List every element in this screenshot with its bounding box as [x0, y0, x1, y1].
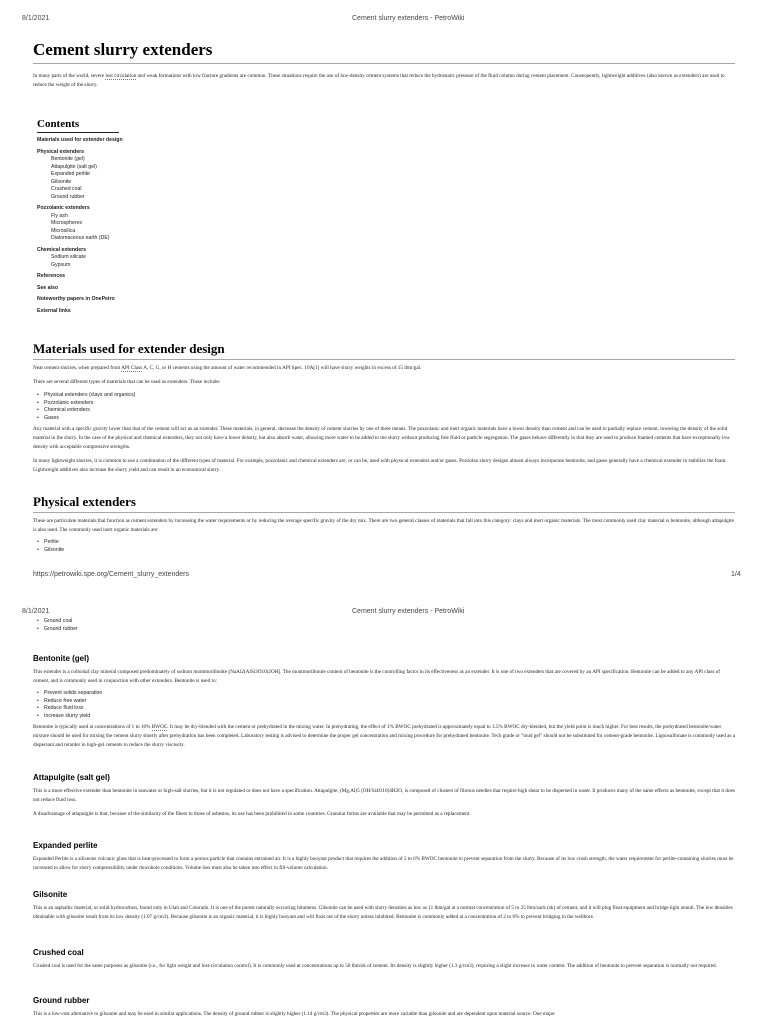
- section-bentonite: [33, 654, 735, 750]
- toc-group: [37, 285, 739, 293]
- inert-organic-list-cont: [33, 618, 735, 633]
- perlite-p1: Expanded Perlite is a siliceous volcanic glass that is heat-processed to form a porous particle that contains entrained air. It is a highly buoyant product that requires the addition of 2 to 6% BWOC bentonite to prevent separation from the slurry. Because of its low crush strength, the water requirement for perlite-containing slurries must be increased to allow for slurry compressibility under downhole conditions. Volume loss must also be taken into effect in fill-volume calculation.: [33, 856, 734, 871]
- list-continuation: [33, 618, 735, 633]
- attapulgite-p1: This is a more effective extender than bentonite in seawater or high-salt slurries, but it is not regulated or does not have a specification. Attapulgite, (Mg,Al)5 (OH/Si4O10)4H2O, is composed of clusters of fibrous needles that require high shear to be dispersed in water. It produces many of the same effects as bentonite, except that it does not reduce fluid loss.: [33, 788, 735, 803]
- toc-sublink[interactable]: Ground rubber: [51, 193, 85, 200]
- page-title: Cement slurry extenders: [33, 40, 735, 64]
- toc-sublink[interactable]: Sodium silicate: [51, 254, 86, 260]
- list-item: • Gases: [33, 415, 735, 423]
- toc-link[interactable]: References: [37, 273, 65, 279]
- toc-group: [37, 205, 739, 243]
- print-date: 8/1/2021: [22, 15, 50, 22]
- lost-circulation-link[interactable]: lost circulation: [105, 73, 137, 79]
- section-gilsonite: [33, 890, 735, 922]
- toc-group: [37, 308, 739, 316]
- materials-heading: Materials used for extender design: [33, 341, 735, 360]
- toc-link[interactable]: Materials used for extender design: [37, 137, 123, 143]
- footer-page-number: 1/4: [731, 571, 741, 578]
- intro-paragraph: In many parts of the world, severe lost circulation and weak formations with low fracture gradients are common. These situations require the use of low-density cement systems that reduce the hydrostatic pressure of the fluid column during cement placement. Consequently, lightweight additives (also known as extenders) are used to reduce the weight of the slurry.: [33, 73, 725, 88]
- list-item: • Perlite: [33, 539, 735, 547]
- bentonite-heading: Bentonite (gel): [33, 654, 89, 663]
- toc-sublink[interactable]: Diatomaceous earth (DE): [51, 235, 110, 241]
- list-item: • Increase slurry yield: [33, 713, 735, 721]
- print-title-2: Cement slurry extenders - PetroWiki: [352, 608, 465, 615]
- bentonite-p1: This extender is a colloidal clay mineral composed predominately of sodium montmorillonite [NaAl2(AlSi3O10)2OH]. The montmorillonite content of bentonite is the controlling factor in its effectiveness as an extender. It is one of two extenders that are covered by an API specification. Bentonite can be added to any API class of cement, and is commonly used in conjunction with other extenders. Bentonite is used to:: [33, 669, 720, 684]
- toc-list: [37, 137, 739, 315]
- api-class-link[interactable]: API Class: [121, 365, 143, 371]
- toc-sublink[interactable]: Fly ash: [51, 212, 68, 219]
- toc-sublink[interactable]: Gypsum: [51, 261, 71, 268]
- crushed-coal-heading: Crushed coal: [33, 948, 84, 957]
- physical-p1: These are particulate materials that function as cement extenders by increasing the water requirements or by reducing the average specific gravity of the dry mix. There are two general classes of materials that fall into this category: clays and inert organic materials. The most commonly used clay material is bentonite, although attapulgite is also used. The commonly used inert organic materials are:: [33, 518, 734, 533]
- toc-link[interactable]: External links: [37, 307, 71, 314]
- list-item: • Ground rubber: [33, 626, 735, 634]
- physical-list: [33, 539, 735, 554]
- toc-sublink[interactable]: Microsilica: [51, 227, 76, 234]
- toc-sublink[interactable]: Expanded perlite: [51, 171, 90, 177]
- list-item: • Ground coal: [33, 618, 735, 626]
- list-item: • Pozzolanic extenders: [33, 400, 735, 408]
- table-of-contents: [37, 114, 739, 319]
- toc-link[interactable]: Chemical extenders: [37, 246, 87, 253]
- toc-group: [37, 149, 739, 202]
- section-ground-rubber: [33, 996, 735, 1019]
- toc-group: [37, 273, 739, 281]
- section-perlite: [33, 841, 735, 873]
- physical-heading: Physical extenders: [33, 494, 735, 513]
- bentonite-p2: Bentonite is typically used at concentrations of 1 to 16% BWOC. It may be dry-blended with the cement or prehydrated in the mixing water. In prehydrating, the effect of 1% BWOC prehydrated is approximately equal to 3.5% BWOC dry-blended, but the yield point is much higher. For best results, the prehydrated bentonite/water mixture should be used for mixing the cement slurry shortly after prehydration has been completed. Laboratory testing is advised to determine the proper gel concentration and mixing procedure for prehydrated bentonite. Tech grade or "mud gel" should not be substituted for cement-grade bentonite. Lignosulfonate is commonly used as a dispersant and retarder in high-gel cements to reduce the slurry viscosity.: [33, 724, 736, 749]
- toc-sublink[interactable]: Bentonite (gel): [51, 156, 85, 162]
- toc-group: [37, 247, 739, 270]
- materials-p4: In many lightweight slurries, it is common to use a combination of the different types of material. For example, pozzolanic and chemical extenders are, or can be, used with physical extenders and/or gases. Pozzolan slurry designs almost always incorporate bentonite, and gases generally have a chemical extender to stabilize the foam. Lightweight additives also increase the slurry yield and can result in an economical slurry.: [33, 458, 727, 474]
- list-item: • Reduce free water: [33, 698, 735, 706]
- toc-sublink[interactable]: Attapulgite (salt gel): [51, 163, 97, 170]
- toc-link[interactable]: Pozzolanic extenders: [37, 205, 90, 211]
- ground-rubber-p1: This is a low-cost alternative to gilsonite and may be used in similar applications. The density of ground rubber is slightly higher (1.14 g/cm3). The physical properties are more variable than gilsonite and are dependent upon material source. One major: [33, 1011, 556, 1017]
- toc-group: [37, 296, 739, 304]
- list-item: • Reduce fluid loss: [33, 705, 735, 713]
- list-item: • Prevent solids separation: [33, 690, 735, 698]
- section-attapulgite: [33, 773, 735, 819]
- materials-p2: There are several different types of materials that can be used as extenders. These include:: [33, 379, 221, 385]
- print-header-2: [0, 608, 768, 618]
- section-physical: [33, 494, 735, 554]
- pdf-page-2: [0, 600, 768, 1024]
- toc-sublink[interactable]: Crushed coal: [51, 186, 82, 192]
- list-item: • Gilsonite: [33, 547, 735, 555]
- bwoc-link[interactable]: BWOC: [151, 724, 168, 731]
- toc-link[interactable]: Physical extenders: [37, 148, 85, 155]
- ground-rubber-heading: Ground rubber: [33, 996, 90, 1005]
- gilsonite-heading: Gilsonite: [33, 890, 68, 899]
- materials-p3: Any material with a specific gravity lower than that of the cement will act as an extender. These materials, in general, decrease the density of cement slurries by one of three means. The pozzolanic and inert organic materials have a lower density than cement and can be used to partially replace cement, lowering the density of the solid material in the slurry. In the case of the physical and chemical extenders, they not only have a lower density, but also absorb water, allowing more water to be added to the slurry without producing free fluid or particle segregation. The gases behave differently in that they are used to produce foamed cements that have exceptionally low density with acceptable compressive strengths.: [33, 426, 730, 451]
- toc-sublink[interactable]: Microspheres: [51, 220, 83, 226]
- list-item: • Physical extenders (clays and organics): [33, 392, 735, 400]
- materials-list: [33, 392, 735, 422]
- toc-sublink[interactable]: Gilsonite: [51, 178, 72, 185]
- materials-p1: Neat cement slurries, when prepared from API Class A, C, G, or H cements using the amount of water recommended in API Spec. 10A[1] will have slurry weights in excess of 15 lbm/gal.: [33, 365, 422, 371]
- toc-link[interactable]: See also: [37, 284, 59, 291]
- toc-group: [37, 137, 739, 145]
- section-crushed-coal: [33, 948, 735, 971]
- crushed-coal-p1: Crushed coal is used for the same purposes as gilsonite (i.e., for light weight and lost-circulation control). It is commonly used at concentrations up to 50 lbm/sk of cement. Its density is slightly higher (1.3 g/cm3), requiring a slight increase in water content. The addition of bentonite to prevent separation is normally not required.: [33, 963, 717, 969]
- gilsonite-p1: This is an asphaltic material, or solid hydrocarbon, found only in Utah and Colorado. It is one of the purest naturally occurring bitumens. Gilsonite can be used with slurry densities as low as 11 lbm/gal at a normal concentration of 5 to 25 lbm/sack (sk) of cement, and it will plug float equipment and bridge tight annuli. The low densities obtainable with gilsonite result from its low density (1.07 g/cm3). Because gilsonite is an organic material, it is highly buoyant and will float out of the slurry unless inhibited. Bentonite is commonly added at a concentration of 2 to 6% to prevent bridging in the wellbore.: [33, 905, 733, 920]
- print-title: Cement slurry extenders - PetroWiki: [352, 15, 465, 22]
- print-header: [0, 15, 768, 25]
- perlite-heading: Expanded perlite: [33, 841, 98, 850]
- toc-link[interactable]: Noteworthy papers in OnePetro: [37, 296, 115, 302]
- print-footer: [0, 571, 768, 581]
- section-materials: [33, 341, 735, 475]
- attapulgite-heading: Attapulgite (salt gel): [33, 773, 110, 782]
- footer-url: https://petrowiki.spe.org/Cement_slurry_extenders: [33, 571, 190, 578]
- toc-heading: Contents: [37, 118, 119, 133]
- attapulgite-p2: A disadvantage of attapulgite is that, because of the similarity of the fibers to those of asbestos, its use has been prohibited in some countries. Granular forms are available that may be permitted as a replacement.: [33, 811, 471, 817]
- print-date-2: 8/1/2021: [22, 608, 50, 615]
- article-header: [33, 40, 735, 64]
- bentonite-uses-list: [33, 690, 735, 720]
- list-item: • Chemical extenders: [33, 407, 735, 415]
- page-gap: [0, 585, 768, 600]
